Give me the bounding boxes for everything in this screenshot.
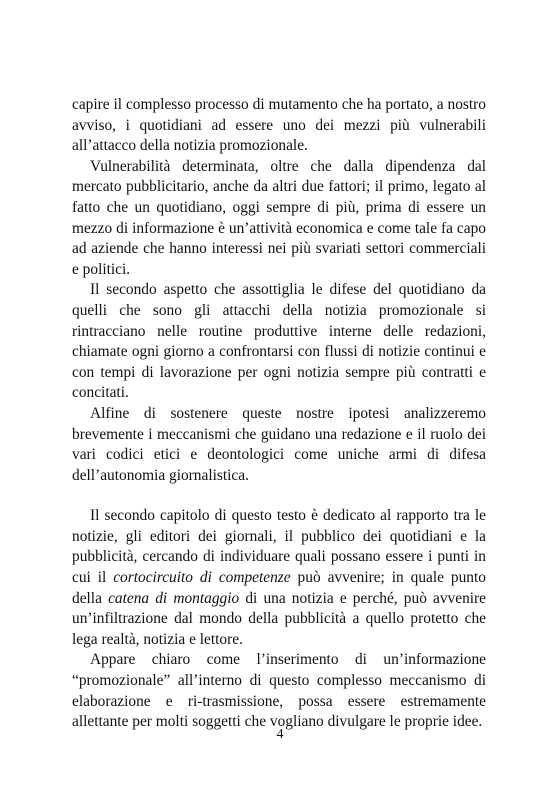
paragraph-2: Vulnerabilità determinata, oltre che dalla dipendenza dal mercato pubblicitario, anche da altri due fattori; il primo, legato al fatto che un quotidiano, oggi sempre di più, prima di essere un mezzo di informazione è un’attività economica e come tale fa capo ad aziende che hanno interessi nei più svariati settori commerciali e politici. [72,157,486,278]
paragraph-5-part-1: Il secondo capitolo di questo testo è dedicato al rapporto tra le notizie, gli editori dei giornali, il pubblico dei quotidiani e la pubblicità, cercando di individuare quali possano essere i punti in cui il [72,507,486,587]
paragraph-3: Il secondo aspetto che assottiglia le difese del quotidiano da quelli che sono gli attacchi della notizia promozionale si rintracciano nelle routine produttive interne delle redazioni, chiamate ogni giorno a confrontarsi con flussi di notizie continui e con tempi di lavorazione per ogni notizia sempre più contratti e concitati. [72,281,486,402]
paragraph-5-part-3: di una notizia e perché, può avvenire un’infiltrazione dal mondo della pubblicità a quello protetto che lega realtà, notizia e lettore. [72,589,487,648]
page-number: 4 [276,727,284,742]
paragraph-4: Alfine di sostenere queste nostre ipotesi analizzeremo brevemente i meccanismi che guidano una redazione e il ruolo dei vari codici etici e deontologici come uniche armi di difesa dell’autonomia giornalistica. [72,404,486,484]
italic-phrase-cortocircuito: cortocircuito di competenze [113,569,291,587]
italic-phrase-catena: catena di montaggio [108,589,240,607]
section-gap [72,486,486,506]
page-body [72,95,486,733]
paragraph-1: capire il complesso processo di mutamento che ha portato, a nostro avviso, i quotidiani ad essere uno dei mezzi più vulnerabili all’attacco della notizia promozionale. [72,96,486,155]
paragraph-5-part-2: può avvenire; in quale punto della [72,569,486,607]
paragraph-6: Appare chiaro come l’inserimento di un’informazione “promozionale” all’interno di questo complesso meccanismo di elaborazione e ri-trasmissione, possa essere estremamente allettante per molti soggetti che vogliano divulgare le proprie idee. [72,651,486,731]
paragraph-5 [72,506,486,650]
